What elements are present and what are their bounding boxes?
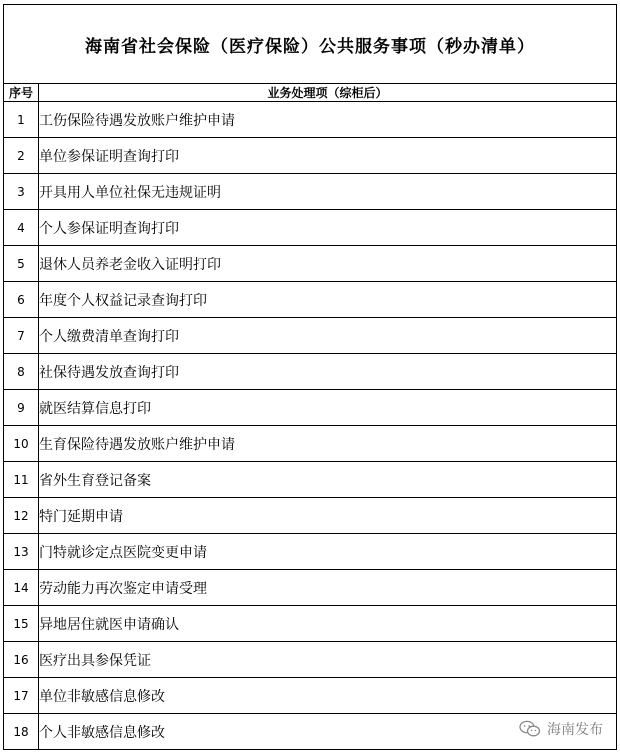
service-item-cell[interactable]: 退休人员养老金收入证明打印 — [39, 246, 617, 282]
table-row — [4, 210, 617, 246]
sheet-title[interactable]: 海南省社会保险（医疗保险）公共服务事项（秒办清单） — [4, 5, 617, 84]
table-row — [4, 318, 617, 354]
row-number-cell[interactable]: 17 — [4, 678, 39, 714]
table-row — [4, 174, 617, 210]
service-item-cell[interactable]: 个人缴费清单查询打印 — [39, 318, 617, 354]
service-item-cell[interactable]: 个人非敏感信息修改 — [39, 714, 617, 750]
row-number-cell[interactable]: 9 — [4, 390, 39, 426]
row-number-cell[interactable]: 5 — [4, 246, 39, 282]
row-number-cell[interactable]: 4 — [4, 210, 39, 246]
wechat-icon — [519, 720, 541, 738]
service-item-cell[interactable]: 社保待遇发放查询打印 — [39, 354, 617, 390]
table-row — [4, 606, 617, 642]
row-number-cell[interactable]: 16 — [4, 642, 39, 678]
service-item-cell[interactable]: 异地居住就医申请确认 — [39, 606, 617, 642]
service-item-cell[interactable]: 省外生育登记备案 — [39, 462, 617, 498]
table-row — [4, 534, 617, 570]
source-watermark — [516, 718, 606, 740]
service-item-cell[interactable]: 特门延期申请 — [39, 498, 617, 534]
service-item-cell[interactable]: 年度个人权益记录查询打印 — [39, 282, 617, 318]
service-item-cell[interactable]: 医疗出具参保凭证 — [39, 642, 617, 678]
service-item-cell[interactable]: 单位参保证明查询打印 — [39, 138, 617, 174]
title-row — [4, 5, 617, 84]
table-row — [4, 426, 617, 462]
table-row — [4, 282, 617, 318]
table-row — [4, 390, 617, 426]
table-row — [4, 462, 617, 498]
row-number-cell[interactable]: 3 — [4, 174, 39, 210]
table-row — [4, 246, 617, 282]
row-number-cell[interactable]: 11 — [4, 462, 39, 498]
service-item-cell[interactable]: 开具用人单位社保无违规证明 — [39, 174, 617, 210]
row-number-cell[interactable]: 2 — [4, 138, 39, 174]
row-number-cell[interactable]: 15 — [4, 606, 39, 642]
row-number-cell[interactable]: 18 — [4, 714, 39, 750]
table-row — [4, 678, 617, 714]
service-item-cell[interactable]: 劳动能力再次鉴定申请受理 — [39, 570, 617, 606]
service-item-cell[interactable]: 工伤保险待遇发放账户维护申请 — [39, 102, 617, 138]
row-number-cell[interactable]: 10 — [4, 426, 39, 462]
service-item-cell[interactable]: 就医结算信息打印 — [39, 390, 617, 426]
table-row — [4, 570, 617, 606]
header-row — [4, 84, 617, 102]
service-item-cell[interactable]: 单位非敏感信息修改 — [39, 678, 617, 714]
table-row — [4, 102, 617, 138]
row-number-cell[interactable]: 8 — [4, 354, 39, 390]
watermark-text: 海南发布 — [547, 722, 603, 738]
row-number-cell[interactable]: 7 — [4, 318, 39, 354]
row-number-cell[interactable]: 1 — [4, 102, 39, 138]
table-row — [4, 354, 617, 390]
service-item-cell[interactable]: 门特就诊定点医院变更申请 — [39, 534, 617, 570]
table-row — [4, 642, 617, 678]
row-number-cell[interactable]: 6 — [4, 282, 39, 318]
service-list-table — [3, 4, 617, 750]
row-number-cell[interactable]: 13 — [4, 534, 39, 570]
header-item[interactable]: 业务处理项（综柜后） — [39, 84, 617, 102]
header-no[interactable]: 序号 — [4, 84, 39, 102]
row-number-cell[interactable]: 12 — [4, 498, 39, 534]
table-row — [4, 498, 617, 534]
service-item-cell[interactable]: 个人参保证明查询打印 — [39, 210, 617, 246]
service-item-cell[interactable]: 生育保险待遇发放账户维护申请 — [39, 426, 617, 462]
table-row — [4, 138, 617, 174]
row-number-cell[interactable]: 14 — [4, 570, 39, 606]
